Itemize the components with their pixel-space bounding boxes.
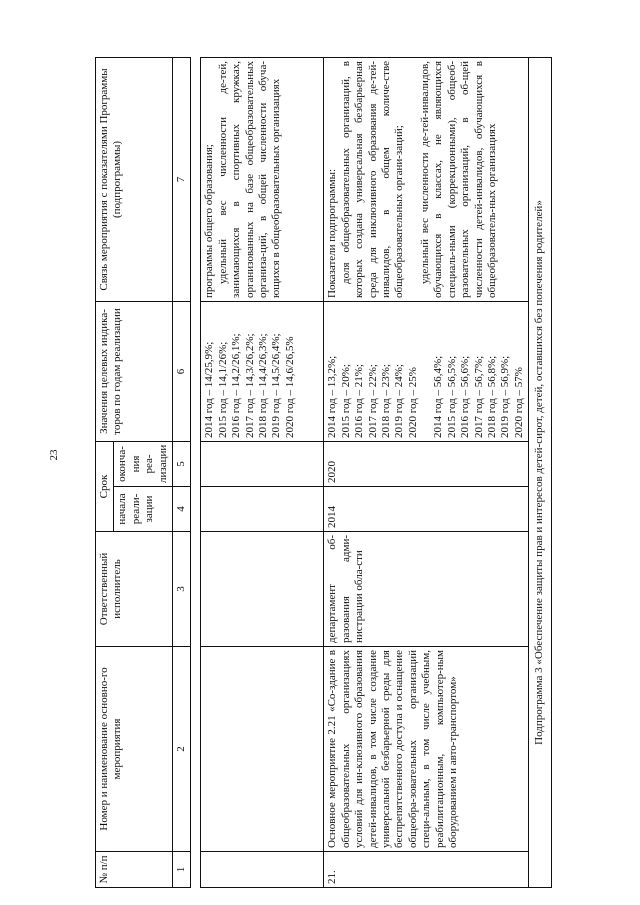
measures-table <box>95 57 552 888</box>
col-link-header: Связь мероприятия с показателями Программы (подпрограммы) <box>96 58 173 302</box>
row-a-link: программы общего образования; удельный вес численности де-тей, занимающихся в спортивных кружках, организованных на базе общеобразовательных организа-ций, в общей численности обуча-ющихся в общеобразовательных организациях <box>201 58 324 302</box>
col-term-header: Срок <box>96 442 114 532</box>
col-number: 3 <box>173 532 191 647</box>
col-num-header: № п/п <box>96 852 173 888</box>
rotated-page <box>95 58 545 888</box>
col-number: 5 <box>173 442 191 487</box>
column-numbers-row <box>173 58 191 888</box>
header-row <box>96 58 114 888</box>
col-start-header: начала реали-зации <box>114 487 173 532</box>
col-number: 7 <box>173 58 191 302</box>
row-b-start: 2014 <box>324 487 529 532</box>
col-number: 2 <box>173 647 191 852</box>
col-number: 4 <box>173 487 191 532</box>
table-row <box>201 58 324 888</box>
row-b-end: 2020 <box>324 442 529 487</box>
col-values-header: Значения целевых индика-торов по годам реализации <box>96 302 173 442</box>
row-a-values: 2014 год – 14/25,9%; 2015 год – 14,1/26%; 2016 год – 14,2/26,1%; 2017 год – 14,3/26,2%; 2018 год – 14,4/26,3%; 2019 год – 14,5/26,4%; 2020 год – 14,6/26,5% <box>201 302 324 442</box>
row-b-executor: департамент об-разования адми-нистрации обла-сти <box>324 532 529 647</box>
page-number: 23 <box>48 449 60 461</box>
col-name-header: Номер и наименование основно-го мероприятия <box>96 647 173 852</box>
table-row <box>324 58 529 888</box>
col-number: 6 <box>173 302 191 442</box>
row-b-values: 2014 год – 13,2%; 2015 год – 20%; 2016 год – 21%; 2017 год – 22%; 2018 год – 23%; 2019 год – 24%; 2020 год – 25% 2014 год – 56,4%; 2015 год – 56,5%; 2016 год – 56,6%; 2017 год – 56,7%; 2018 год – 56,8%; 2019 год – 56,9%; 2020 год – 57% <box>324 302 529 442</box>
row-b-num: 21. <box>324 852 529 888</box>
col-end-header: оконча-ния реа-лизации <box>114 442 173 487</box>
col-number: 1 <box>173 852 191 888</box>
row-b-link: Показатели подпрограммы: доля общеобразовательных организаций, в которых создана универсальная безбарьерная среда для инклюзивного образования де-тей-инвалидов, в общем количе-стве общеобразовательных органи-заций; удельный вес численности де-тей-инвалидов, обучающихся в классах, не являющихся специаль-ными (коррекционными), общеоб-разовательных организаций, в об-щей численности детей-инвалидов, обучающихся в общеобразователь-ных организациях <box>324 58 529 302</box>
subprogram-title: Подпрограмма 3 «Обеспечение защиты прав и интересов детей-сирот, детей, оставшихся без попечения родителей» <box>529 58 551 888</box>
col-executor-header: Ответственный исполнитель <box>96 532 173 647</box>
row-b-name: Основное мероприятие 2.21 «Со-здание в общеобразовательных организациях условий для ин-клюзивного образования детей-инвалидов, в том числе создание универсальной безбарьерной среды для беспрепятственного доступа и оснащение общеобра-зовательных организаций специ-альным, в том числе учебным, реабилитационным, компьютер-ным оборудованием и авто-транспортом» <box>324 647 529 852</box>
subprogram-row <box>529 58 551 888</box>
